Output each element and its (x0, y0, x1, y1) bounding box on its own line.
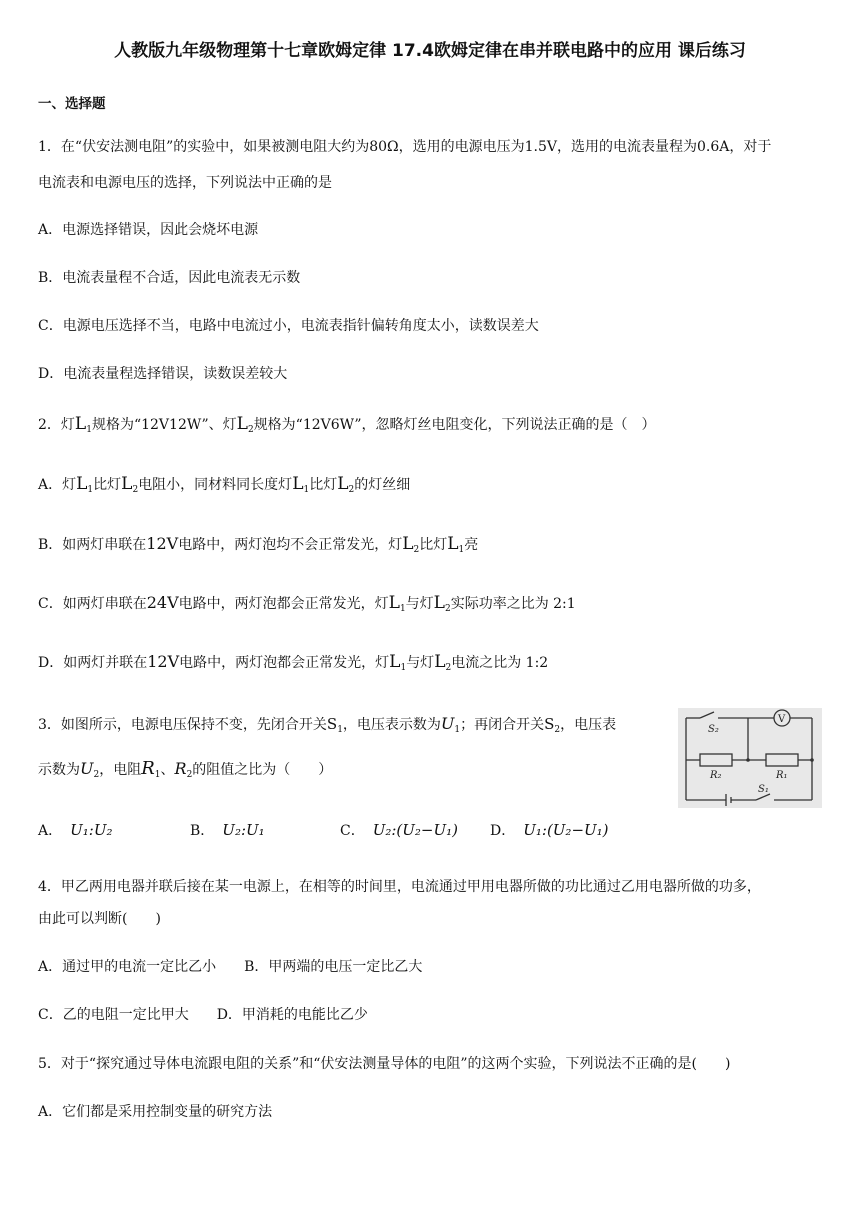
section-heading: 一、选择题 (38, 96, 106, 112)
text: 比灯 (419, 537, 448, 553)
option-expression: U₂:(U₂−U₁) (372, 821, 459, 839)
text: C．如两灯串联在 (38, 596, 147, 612)
resistor-symbol: R (174, 759, 187, 778)
label-s1: S₁ (758, 784, 769, 795)
q2-number: 2．灯 (38, 417, 75, 433)
lamp-symbol: L (388, 593, 400, 613)
q1-stem-line2: 电流表和电源电压的选择，下列说法中正确的是 (38, 175, 332, 191)
q4-options-ab: A．通过甲的电流一定比乙小 B．甲两端的电压一定比乙大 (38, 959, 423, 975)
lamp-symbol: L (74, 414, 87, 434)
text: 电路中，两灯泡都会正常发光，灯 (179, 655, 390, 671)
option-expression: U₁:(U₂−U₁) (523, 821, 609, 839)
option-expression: U₁:U₂ (70, 821, 113, 839)
text: 、 (160, 762, 175, 778)
text: 与灯 (405, 596, 434, 612)
voltage-symbol: U (440, 714, 455, 733)
lamp-symbol: L (121, 474, 133, 494)
text: 的阻值之比为（ ） (192, 762, 333, 778)
voltage-value: 12V (147, 652, 180, 671)
subscript: 2 (444, 604, 451, 614)
text: 比灯 (93, 477, 122, 493)
circuit-diagram (678, 708, 822, 808)
option-letter: A． (38, 823, 63, 839)
subscript: 2 (348, 485, 355, 495)
voltage-value: 24V (146, 593, 179, 612)
q1-stem-line1: 1．在“伏安法测电阻”的实验中，如果被测电阻大约为80Ω，选用的电源电压为1.5V，选用的电流表量程为0.6A，对于 (38, 139, 772, 155)
option-letter: B． (190, 823, 215, 839)
subscript: 1 (87, 485, 94, 495)
text: ，电阻 (99, 762, 142, 778)
subscript: 1 (303, 485, 310, 495)
text: 电阻小，同材料同长度灯 (138, 477, 293, 493)
text: 实际功率之比为 2:1 (450, 596, 576, 612)
text: ，电压表示数为 (342, 717, 441, 733)
subscript: 1 (86, 425, 92, 435)
lamp-symbol: L (76, 474, 88, 494)
text: A．灯 (38, 477, 77, 493)
text: ，电压表 (560, 717, 617, 733)
lamp-symbol: L (434, 652, 446, 672)
text: 3．如图所示，电源电压保持不变，先闭合开关 (38, 717, 327, 733)
subscript: 1 (458, 545, 465, 555)
q3-option-b (190, 820, 265, 840)
q2-option-c (38, 593, 576, 614)
q2-stem (38, 414, 655, 435)
text: 与灯 (406, 655, 435, 671)
text: B．如两灯串联在 (38, 537, 147, 553)
label-voltmeter: V (778, 714, 786, 725)
subscript: 2 (413, 545, 420, 555)
q2-option-a (38, 474, 410, 495)
voltage-symbol: U (80, 759, 94, 778)
subscript: 1 (399, 604, 406, 614)
switch-symbol: S (326, 715, 338, 733)
q3-stem-line2: 示数为$U_2$，电阻$R_1$、$R_2$的阻值之比为（ ） (38, 758, 333, 780)
text: 亮 (464, 537, 479, 553)
subscript: 2 (247, 425, 254, 435)
lamp-symbol: L (389, 652, 401, 672)
text: D．如两灯并联在 (38, 655, 148, 671)
option-letter: C． (340, 823, 365, 839)
text: ；再闭合开关 (460, 717, 545, 733)
switch-symbol: S (544, 715, 555, 733)
junction-dot (746, 758, 750, 762)
q3-option-d (490, 820, 609, 840)
subscript: 2 (132, 485, 139, 495)
text: 示数为 (38, 762, 80, 778)
q2-option-d (38, 652, 548, 673)
text: 的灯丝细 (354, 477, 411, 493)
q3-stem-line1: 3．如图所示，电源电压保持不变，先闭合开关$S_1$，电压表示数为$U_1$；再闭合开关$S_2$，电压表 (38, 714, 617, 735)
subscript: 2 (445, 663, 452, 673)
option-letter: D． (490, 823, 516, 839)
lamp-symbol: L (292, 474, 304, 494)
text: 电流之比为 1:2 (451, 655, 549, 671)
q4-stem-line2: 由此可以判断( ) (38, 911, 161, 927)
q1-option-c: C．电源电压选择不当，电路中电流过小，电流表指针偏转角度太小，读数误差大 (38, 318, 539, 334)
lamp-symbol: L (402, 534, 414, 554)
q3-option-a (38, 820, 113, 840)
subscript: 1 (400, 663, 407, 673)
junction-dot (810, 758, 814, 762)
q1-option-a: A．电源选择错误，因此会烧坏电源 (38, 222, 259, 238)
text: 电路中，两灯泡均不会正常发光，灯 (178, 537, 403, 553)
label-r1: R₁ (776, 770, 788, 781)
q2-text-2: 规格为“12V6W”，忽略灯丝电阻变化，下列说法正确的是（ ） (253, 417, 656, 433)
label-r2: R₂ (710, 770, 722, 781)
lamp-symbol: L (447, 534, 459, 554)
q1-option-b: B．电流表量程不合适，因此电流表无示数 (38, 270, 301, 286)
q1-option-d: D．电流表量程选择错误，读数误差较大 (38, 366, 288, 382)
label-s2: S₂ (708, 724, 719, 735)
q5-stem: 5．对于“探究通过导体电流跟电阻的关系”和“伏安法测量导体的电阻”的这两个实验，下列说法不正确的是( ) (38, 1056, 731, 1072)
q4-options-cd: C．乙的电阻一定比甲大 D．甲消耗的电能比乙少 (38, 1007, 368, 1023)
q4-stem-line1: 4．甲乙两用电器并联后接在某一电源上，在相等的时间里，电流通过甲用电器所做的功比通过乙用电器所做的功多， (38, 879, 761, 895)
q5-option-a: A．它们都是采用控制变量的研究方法 (38, 1104, 273, 1120)
text: 比灯 (309, 477, 338, 493)
text: 电路中，两灯泡都会正常发光，灯 (178, 596, 389, 612)
lamp-symbol: L (236, 414, 248, 434)
q2-text-1: 规格为“12V12W”、灯 (91, 417, 237, 433)
lamp-symbol: L (337, 474, 349, 494)
resistor-symbol: R (141, 758, 155, 779)
document-title: 人教版九年级物理第十七章欧姆定律 17.4欧姆定律在串并联电路中的应用 课后练习 (114, 41, 746, 61)
option-expression: U₂:U₁ (222, 821, 265, 839)
lamp-symbol: L (433, 593, 445, 613)
q3-option-c (340, 820, 458, 840)
q2-option-b (38, 534, 478, 555)
voltage-value: 12V (146, 534, 179, 553)
